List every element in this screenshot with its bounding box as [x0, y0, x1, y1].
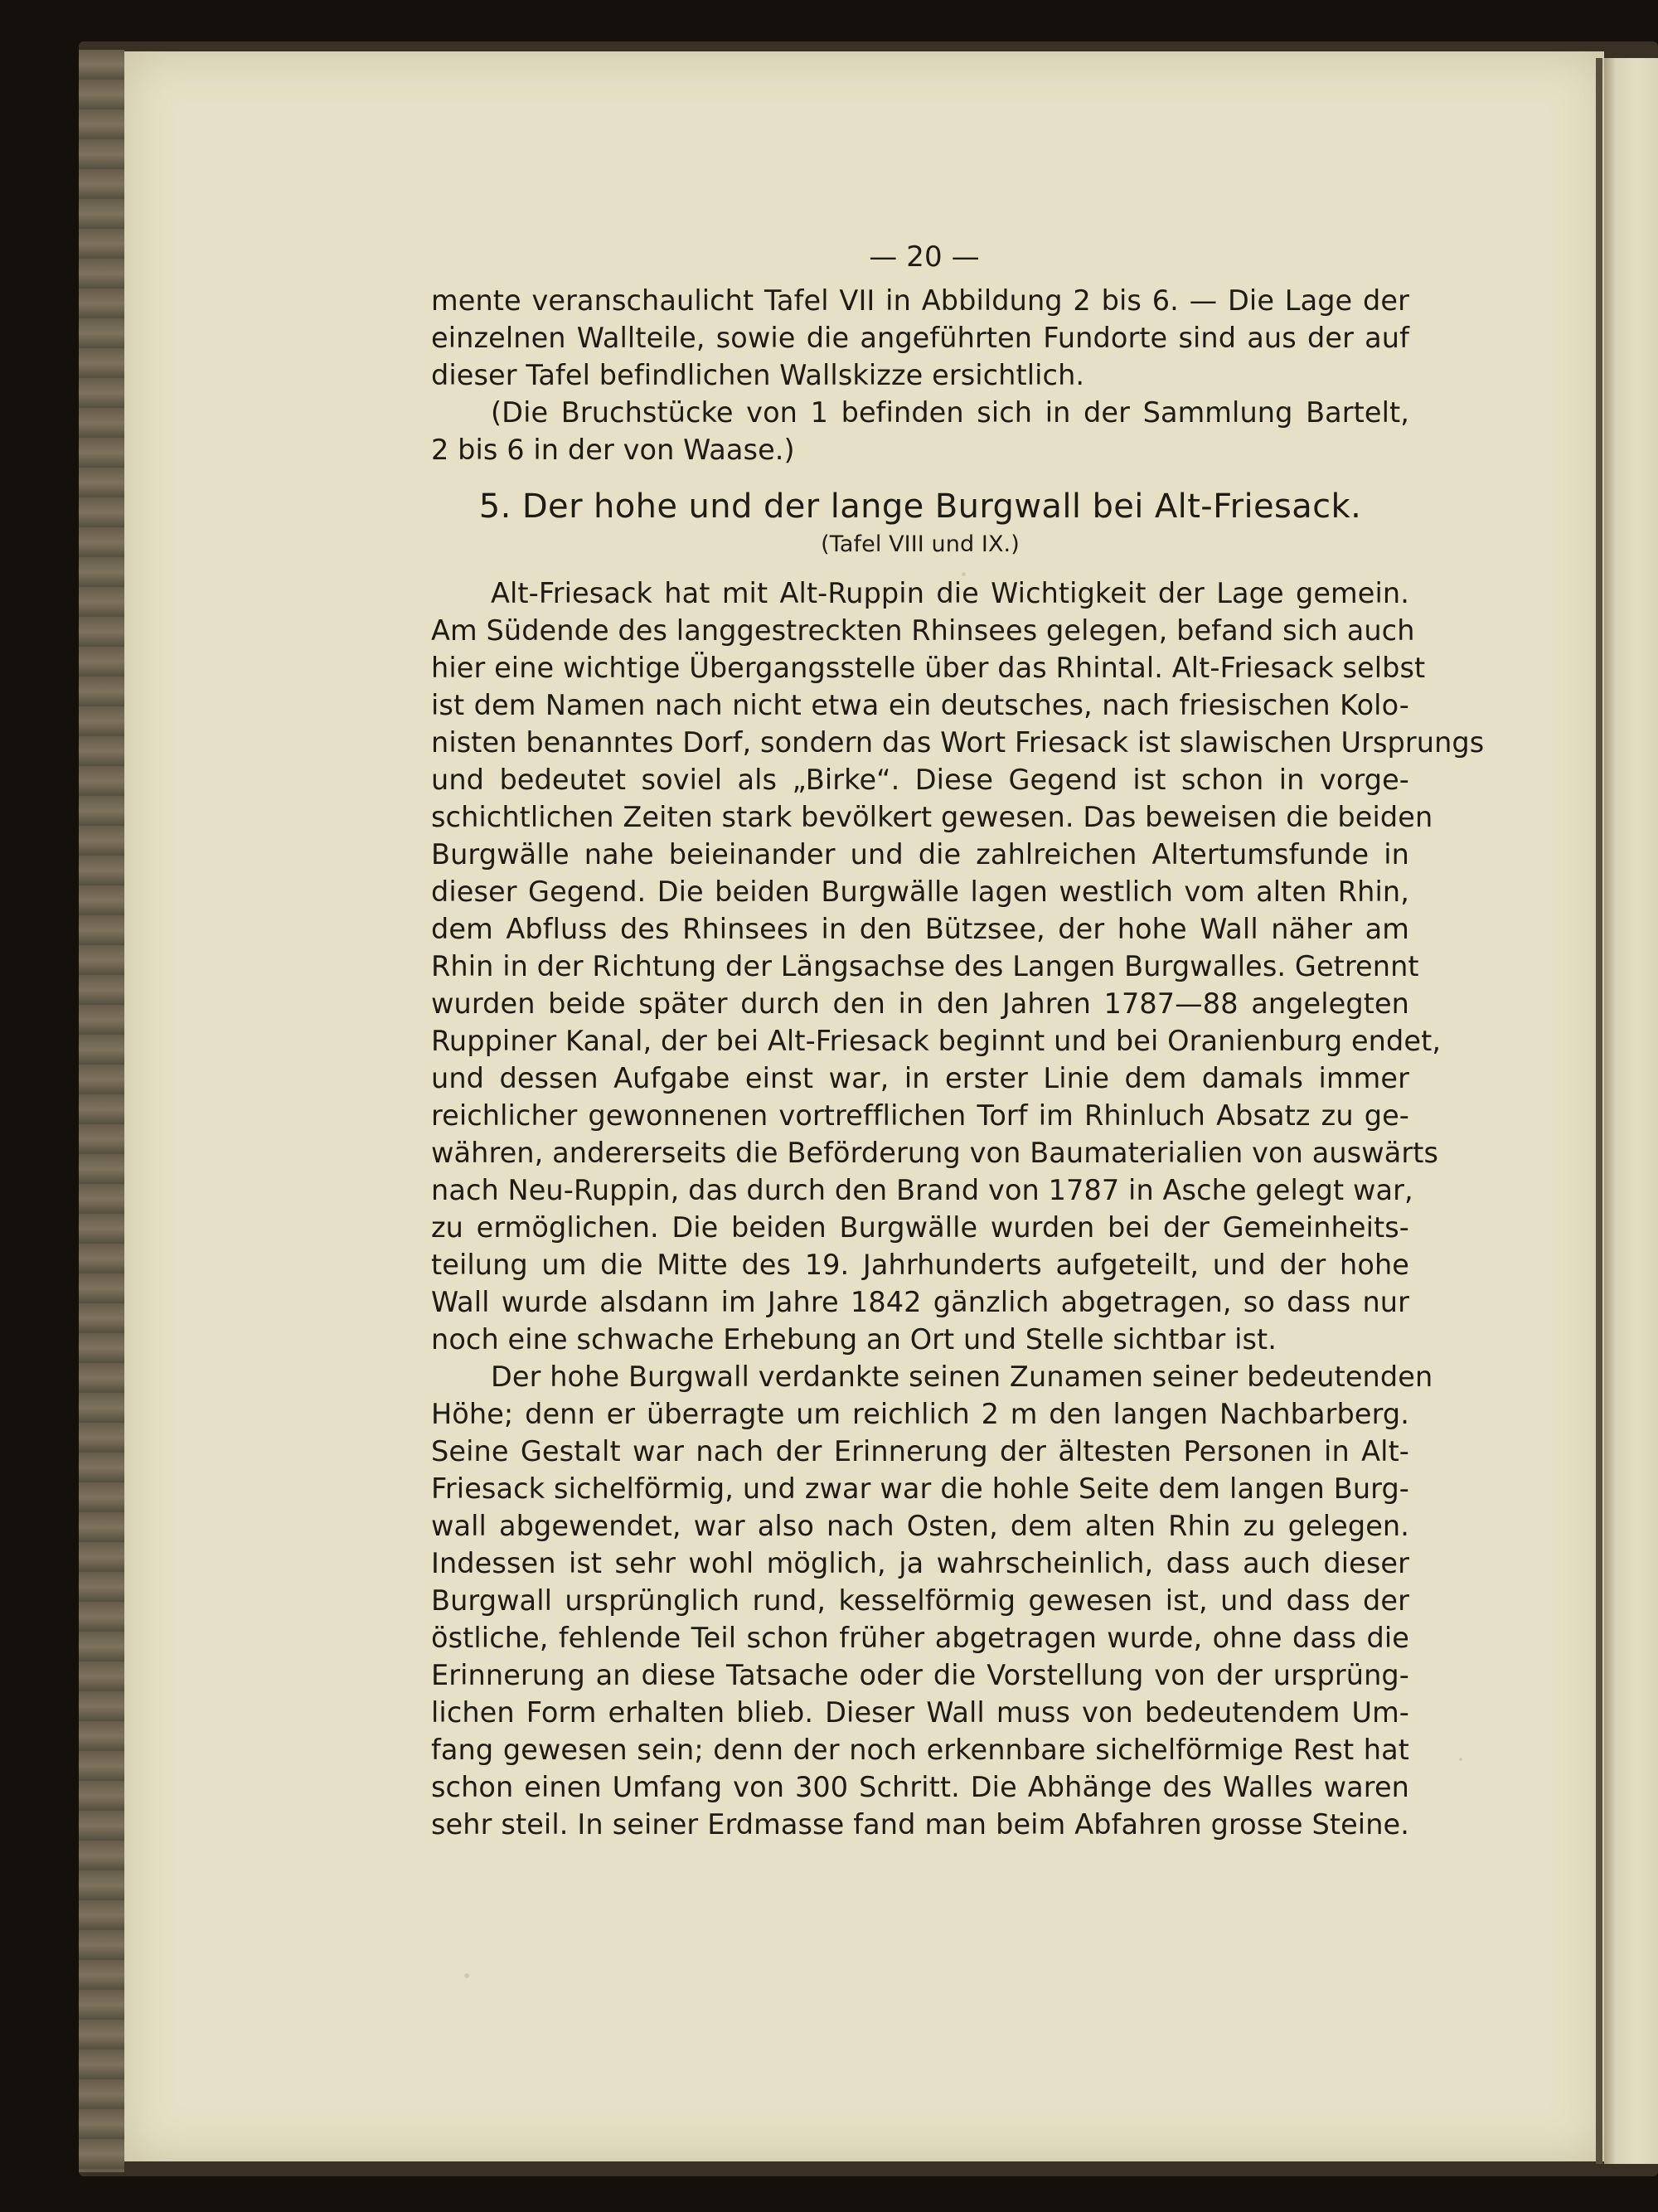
text-line: Am Südende des langgestreckten Rhinsees gelegen, befand sich auch [431, 614, 1415, 647]
text-line: 2 bis 6 in der von Waase.) [431, 434, 795, 466]
text-line: dieser Tafel befindlichen Wallskizze ersichtlich. [431, 359, 1085, 391]
text-line: lichen Form erhalten blieb. Dieser Wall muss von bedeutendem Um- [431, 1696, 1409, 1729]
section-heading: 5. Der hohe und der lange Burgwall bei Alt-Friesack. [478, 488, 1362, 526]
text-line: und bedeutet soviel als „Birke“. Diese Gegend ist schon in vorge- [431, 764, 1409, 796]
text-line: währen, andererseits die Beförderung von Baumaterialien von auswärts [431, 1137, 1438, 1169]
text-line: Der hohe Burgwall verdankte seinen Zunamen seiner bedeutenden [491, 1361, 1433, 1393]
text-line: Höhe; denn er überragte um reichlich 2 m den langen Nachbarberg. [431, 1398, 1409, 1430]
text-line: ist dem Namen nach nicht etwa ein deutsches, nach friesischen Kolo- [431, 689, 1409, 721]
text-line: und dessen Aufgabe einst war, in erster Linie dem damals immer [431, 1062, 1409, 1094]
paragraph-1 [431, 575, 1485, 1358]
text-line: noch eine schwache Erhebung an Ort und Stelle sichtbar ist. [431, 1323, 1277, 1356]
page-number: — 20 — [869, 240, 980, 274]
text-line: dieser Gegend. Die beiden Burgwälle lagen westlich vom alten Rhin, [431, 876, 1409, 908]
text-line: Seine Gestalt war nach der Erinnerung der ältesten Personen in Alt- [431, 1435, 1409, 1467]
continued-paragraph [431, 282, 1409, 468]
paragraph-2 [431, 1358, 1433, 1843]
text-line: dem Abfluss des Rhinsees in den Bützsee, der hohe Wall näher am [431, 913, 1409, 945]
text-line: schon einen Umfang von 300 Schritt. Die Abhänge des Walles waren [431, 1771, 1409, 1803]
text-line: Indessen ist sehr wohl möglich, ja wahrscheinlich, dass auch dieser [431, 1547, 1409, 1579]
text-line: Rhin in der Richtung der Längsachse des Langen Burgwalles. Getrennt [431, 950, 1419, 982]
text-line: Ruppiner Kanal, der bei Alt-Friesack beginnt und bei Oranienburg endet, [431, 1025, 1442, 1057]
text-line: wurden beide später durch den in den Jahren 1787—88 angelegten [431, 987, 1409, 1020]
text-line: nach Neu-Ruppin, das durch den Brand von 1787 in Asche gelegt war, [431, 1174, 1413, 1206]
text-line: sehr steil. In seiner Erdmasse fand man beim Abfahren grosse Steine. [431, 1808, 1409, 1841]
text-line: einzelnen Wallteile, sowie die angeführten Fundorte sind aus der auf [431, 322, 1409, 354]
text-line: teilung um die Mitte des 19. Jahrhunderts aufgeteilt, und der hohe [431, 1249, 1409, 1281]
text-line: reichlicher gewonnenen vortrefflichen Torf im Rhinluch Absatz zu ge- [431, 1099, 1409, 1132]
text-line: (Die Bruchstücke von 1 befinden sich in der Sammlung Bartelt, [491, 396, 1409, 429]
text-line: Wall wurde alsdann im Jahre 1842 gänzlich abgetragen, so dass nur [431, 1286, 1409, 1318]
text-line: Burgwall ursprünglich rund, kesselförmig gewesen ist, und dass der [431, 1584, 1409, 1617]
paper-speck [464, 1973, 469, 1978]
text-line: wall abgewendet, war also nach Osten, dem alten Rhin zu gelegen. [431, 1510, 1409, 1542]
page-text [431, 232, 1485, 1843]
next-page-edge [1604, 58, 1658, 2164]
text-line: nisten benanntes Dorf, sondern das Wort Friesack ist slawischen Ursprungs [431, 726, 1485, 759]
text-line: Burgwälle nahe beieinander und die zahlreichen Altertumsfunde in [431, 838, 1409, 871]
book-spine-edge [79, 50, 124, 2172]
text-line: zu ermöglichen. Die beiden Burgwälle wurden bei der Gemeinheits- [431, 1211, 1409, 1244]
text-line: Erinnerung an diese Tatsache oder die Vorstellung von der ursprüng- [431, 1659, 1409, 1691]
section-subheading: (Tafel VIII und IX.) [821, 531, 1020, 557]
text-line: östliche, fehlende Teil schon früher abgetragen wurde, ohne dass die [431, 1622, 1409, 1654]
text-line: schichtlichen Zeiten stark bevölkert gewesen. Das beweisen die beiden [431, 801, 1433, 833]
text-line: Friesack sichelförmig, und zwar war die hohle Seite dem langen Burg- [431, 1472, 1409, 1505]
text-line: mente veranschaulicht Tafel VII in Abbildung 2 bis 6. — Die Lage der [431, 284, 1409, 317]
text-line: hier eine wichtige Übergangsstelle über das Rhintal. Alt-Friesack selbst [431, 652, 1426, 684]
text-line: Alt-Friesack hat mit Alt-Ruppin die Wichtigkeit der Lage gemein. [491, 577, 1409, 609]
paper-speck [1459, 1758, 1462, 1761]
text-line: fang gewesen sein; denn der noch erkennbare sichelförmige Rest hat [431, 1734, 1409, 1766]
page-gutter [1596, 58, 1602, 2164]
